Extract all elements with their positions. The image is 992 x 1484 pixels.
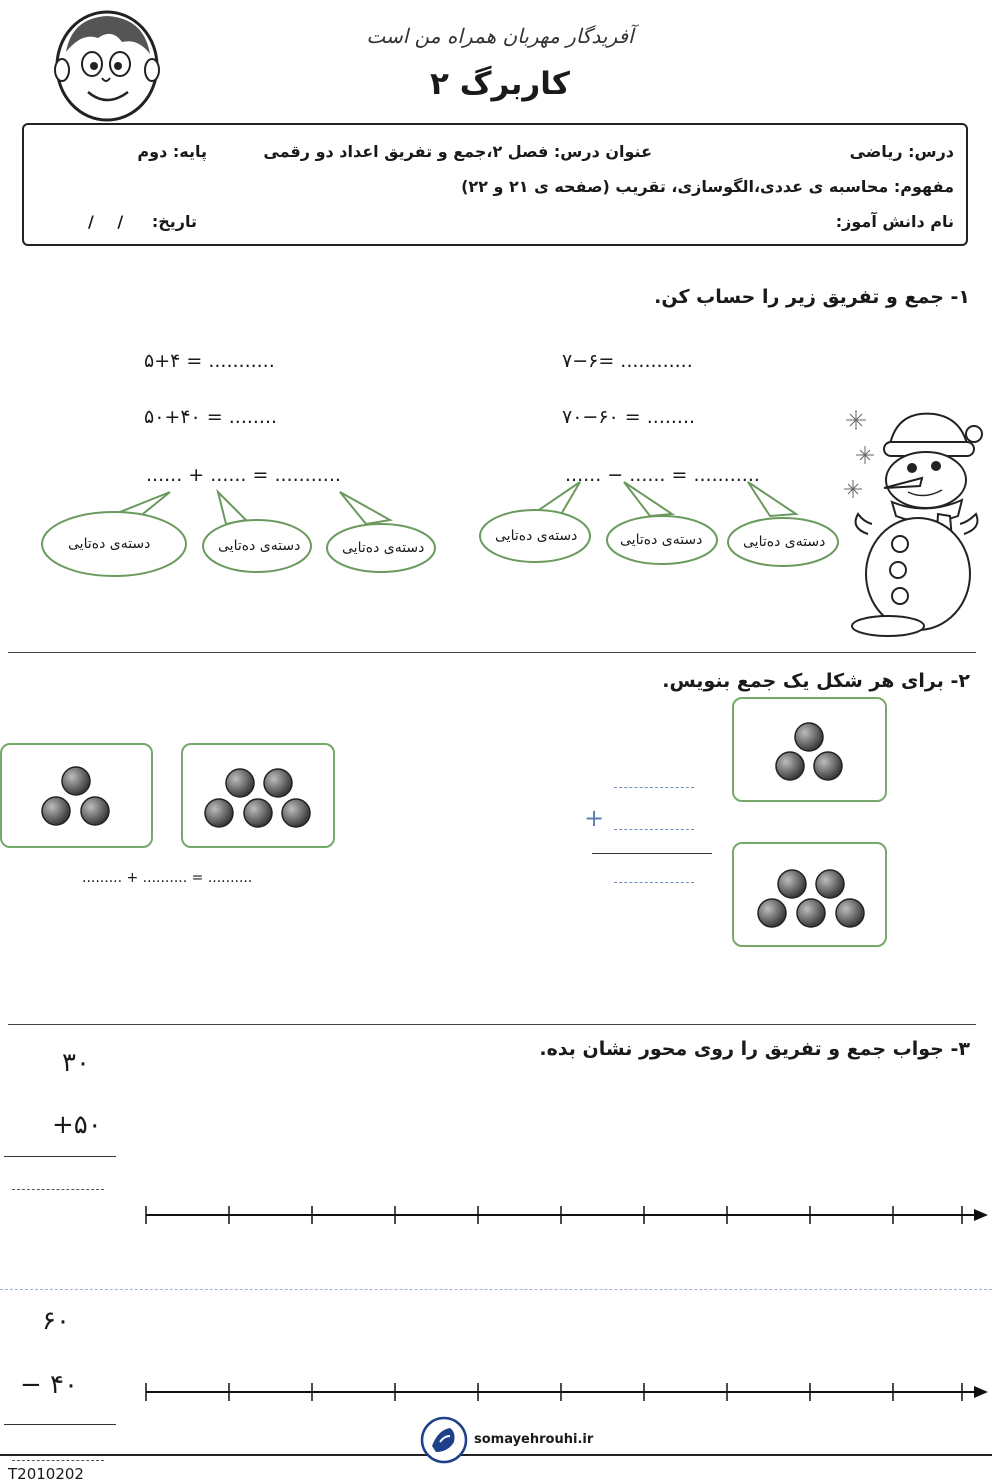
ball-icon [205, 799, 233, 827]
q1-left-eq-2: ۵۰+۴۰ = ........ [144, 406, 278, 428]
ball-icon [226, 769, 254, 797]
q1-right-eq-1: ۷−۶= ............ [562, 350, 693, 372]
q3-prob1-line [4, 1156, 116, 1157]
q3-prob1-bottom: +۵۰ [52, 1110, 102, 1140]
number-line-1 [140, 1200, 990, 1230]
ball-icon [758, 899, 786, 927]
student-name-label: نام دانش آموز: [835, 212, 954, 231]
bubble-label-5: دسته‌ی ده‌تایی [620, 532, 703, 548]
q3-prob1-top: ۳۰ [62, 1048, 90, 1078]
q2-blank-answer [614, 882, 694, 883]
boy-mascot-image [52, 8, 162, 124]
q3-prob1-answer-blank [12, 1189, 104, 1190]
q3-prob2-answer-blank [12, 1460, 104, 1461]
q3-prob2-line [4, 1424, 116, 1425]
footer-line [0, 1454, 992, 1456]
ball-icon [797, 899, 825, 927]
q3-title: ۳- جواب جمع و تفریق را روی محور نشان بده. [539, 1038, 970, 1060]
q2-blank-top [614, 787, 694, 788]
footer-website: somayehrouhi.ir [474, 1432, 594, 1447]
site-logo-icon [420, 1416, 468, 1464]
q3-prob2-bottom: − ۴۰ [20, 1370, 78, 1400]
q2-title: ۲- برای هر شکل یک جمع بنویس. [662, 670, 970, 692]
section-divider-3 [0, 1289, 992, 1290]
q1-bubbles-graphic [0, 470, 860, 590]
q1-title: ۱- جمع و تفریق زیر را حساب کن. [654, 286, 970, 308]
section-divider-2 [8, 1024, 976, 1025]
date-label: تاریخ: [151, 212, 197, 231]
q2-card-left-2 [181, 743, 335, 848]
q2-card-left-1 [0, 743, 153, 848]
q2-card-right-bottom [732, 842, 887, 947]
ball-icon [816, 870, 844, 898]
q2-card-right-top [732, 697, 887, 802]
bubble-label-6: دسته‌ی ده‌تایی [743, 534, 826, 550]
ball-icon [814, 752, 842, 780]
number-line-2 [140, 1377, 990, 1407]
q1-right-eq-3: ...... − ...... = ........... [565, 464, 760, 486]
q1-right-eq-2: ۷۰−۶۰ = ........ [562, 406, 696, 428]
worksheet-code: T2010202 [8, 1465, 84, 1483]
q2-left-equation: ......... + .......... = .......... [82, 870, 253, 886]
motto-text: آفریدگار مهربان همراه من است [366, 24, 634, 48]
q1-left-eq-1: ۵+۴ = ........... [144, 350, 275, 372]
ball-icon [81, 797, 109, 825]
date-slashes: / / [88, 212, 124, 231]
grade-label: پایه: دوم [137, 142, 207, 161]
bubble-label-4: دسته‌ی ده‌تایی [495, 528, 578, 544]
ball-icon [282, 799, 310, 827]
q2-plus-sign: + [584, 804, 605, 832]
lesson-title-label: عنوان درس: فصل ۲،جمع و تفریق اعداد دو رقمی [263, 142, 652, 161]
ball-icon [836, 899, 864, 927]
bubble-label-2: دسته‌ی ده‌تایی [218, 538, 301, 554]
ball-icon [776, 752, 804, 780]
ball-icon [264, 769, 292, 797]
ball-icon [42, 797, 70, 825]
q1-left-eq-3: ...... + ...... = ........... [146, 464, 341, 486]
q2-sum-line [592, 853, 712, 854]
ball-icon [62, 767, 90, 795]
bubble-label-1: دسته‌ی ده‌تایی [68, 536, 151, 552]
concept-label: مفهوم: محاسبه ی عددی،الگوسازی، تقریب (صفحه ی ۲۱ و ۲۲) [461, 177, 954, 196]
subject-label: درس: ریاضی [849, 142, 954, 161]
q3-prob2-top: ۶۰ [42, 1306, 70, 1336]
worksheet-title: کاربرگ ۲ [430, 66, 570, 102]
q2-blank-middle [614, 829, 694, 830]
ball-icon [795, 723, 823, 751]
section-divider-1 [8, 652, 976, 653]
snowman-image [838, 404, 990, 640]
ball-icon [244, 799, 272, 827]
bubble-label-3: دسته‌ی ده‌تایی [342, 540, 425, 556]
ball-icon [778, 870, 806, 898]
